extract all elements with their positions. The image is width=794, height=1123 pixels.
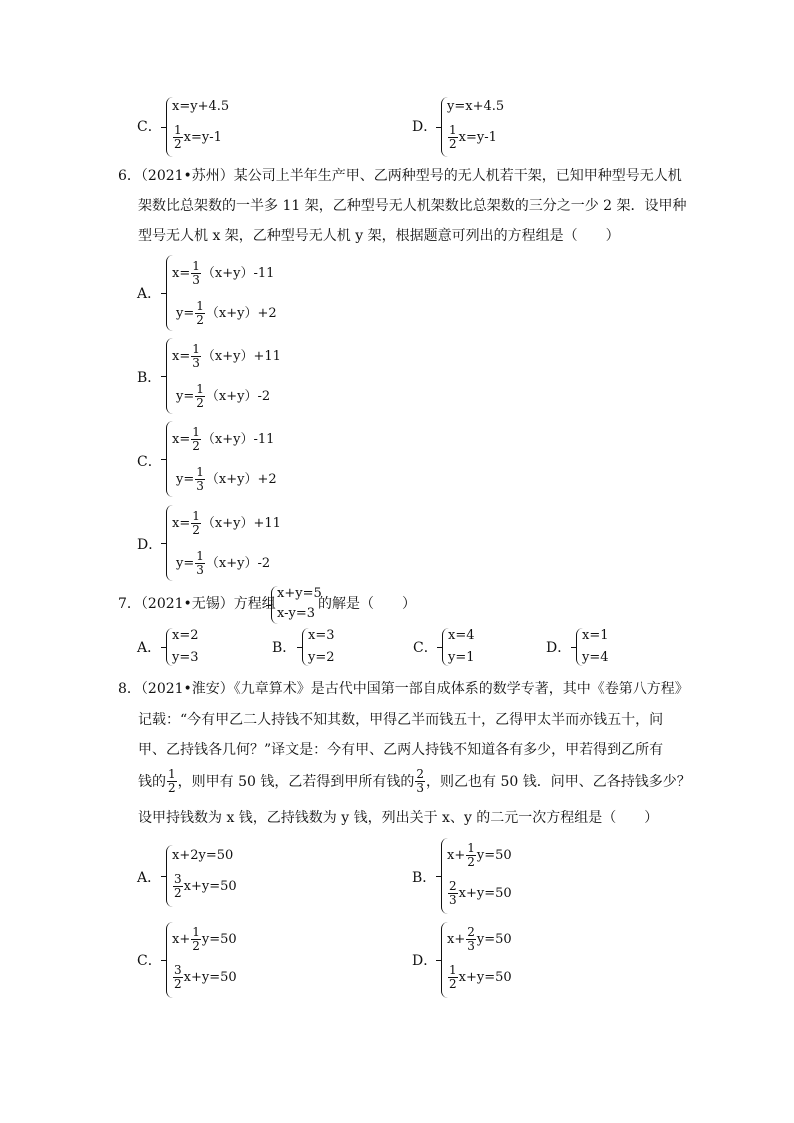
option-label: A． xyxy=(137,286,162,302)
equation-line: y= $\frac{1}{3}$ （x+y）-2 xyxy=(176,549,271,577)
equation-line: x=4 xyxy=(448,628,475,643)
option-label: C． xyxy=(137,119,162,135)
equation-line: x=1 xyxy=(582,628,609,643)
option-label: D． xyxy=(546,640,572,656)
equation-line: $\frac{2}{3}$ x+y=50 xyxy=(449,879,512,907)
equation-line: x= $\frac{1}{2}$ （x+y）+11 xyxy=(172,509,281,537)
equation-line: y=x+4.5 xyxy=(447,99,505,114)
q6-stem-line: 型号无人机 x 架，乙种型号无人机 y 架，根据题意可列出的方程组是（ ） xyxy=(138,228,620,244)
option-label: A． xyxy=(137,640,162,656)
equation-line: y=3 xyxy=(172,650,199,665)
equation-line: y= $\frac{1}{2}$ （x+y）+2 xyxy=(176,299,277,327)
q7-stem-suffix: 的解是（ ） xyxy=(318,596,416,612)
equation-line: $\frac{1}{2}$ x=y-1 xyxy=(174,123,222,151)
equation-line: x=2 xyxy=(172,628,199,643)
option-label: D． xyxy=(412,953,438,969)
equation-line: y=1 xyxy=(448,650,475,665)
option-label: B． xyxy=(412,870,437,886)
equation-line: y= $\frac{1}{2}$ （x+y）-2 xyxy=(176,382,271,410)
equation-line: y= $\frac{1}{3}$ （x+y）+2 xyxy=(176,465,277,493)
q7-system-line: x-y=3 xyxy=(277,606,316,621)
equation-line: x+ $\frac{1}{2}$ y=50 xyxy=(172,925,237,953)
q8-stem-line: 钱的 $\frac{1}{2}$ ，则甲有 50 钱，乙若得到甲所有钱的 $\frac{2}{3}$ ，则乙也有 50 钱．问甲、乙各持钱多少？ xyxy=(138,767,691,795)
equation-line: $\frac{3}{2}$ x+y=50 xyxy=(174,963,237,991)
q7-stem-prefix: 7．（2021•无锡）方程组 xyxy=(118,596,276,612)
option-label: C． xyxy=(413,640,438,656)
equation-line: x= $\frac{1}{3}$ （x+y）-11 xyxy=(172,259,275,287)
equation-line: y=4 xyxy=(582,650,609,665)
equation-line: x+2y=50 xyxy=(172,848,234,863)
equation-line: x= $\frac{1}{2}$ （x+y）-11 xyxy=(172,425,275,453)
equation-line: x=y+4.5 xyxy=(172,99,230,114)
equation-line: $\frac{1}{2}$ x+y=50 xyxy=(449,963,512,991)
option-label: C． xyxy=(137,953,162,969)
q8-stem-line: 甲、乙持钱各几何？”译文是：今有甲、乙两人持钱不知道各有多少，甲若得到乙所有 xyxy=(138,742,664,758)
equation-line: y=2 xyxy=(308,650,335,665)
option-label: D． xyxy=(137,537,163,553)
equation-line: x= $\frac{1}{3}$ （x+y）+11 xyxy=(172,342,281,370)
option-label: A． xyxy=(137,870,162,886)
equation-line: $\frac{3}{2}$ x+y=50 xyxy=(174,872,237,900)
q8-stem-line: 8．（2021•淮安）《九章算术》是古代中国第一部自成体系的数学专著，其中《卷第八方程》 xyxy=(118,681,689,697)
equation-line: x+ $\frac{1}{2}$ y=50 xyxy=(447,841,512,869)
equation-line: x+ $\frac{2}{3}$ y=50 xyxy=(447,925,512,953)
q6-stem-line: 6．（2021•苏州）某公司上半年生产甲、乙两种型号的无人机若干架，已知甲种型号无人机 xyxy=(118,168,682,184)
q6-stem-line: 架数比总架数的一半多 11 架，乙种型号无人机架数比总架数的三分之一少 2 架．设甲种 xyxy=(138,198,687,214)
q8-stem-line: 设甲持钱数为 x 钱，乙持钱数为 y 钱，列出关于 x、y 的二元一次方程组是（ ） xyxy=(138,810,659,826)
option-label: B． xyxy=(272,640,297,656)
equation-line: $\frac{1}{2}$ x=y-1 xyxy=(449,123,497,151)
option-label: B． xyxy=(137,370,162,386)
equation-line: x=3 xyxy=(308,628,335,643)
option-label: C． xyxy=(137,454,162,470)
q8-stem-line: 记载：“今有甲乙二人持钱不知其数，甲得乙半而钱五十，乙得甲太半而亦钱五十，问 xyxy=(138,712,664,728)
q7-system-line: x+y=5 xyxy=(277,586,322,601)
option-label: D． xyxy=(412,119,438,135)
